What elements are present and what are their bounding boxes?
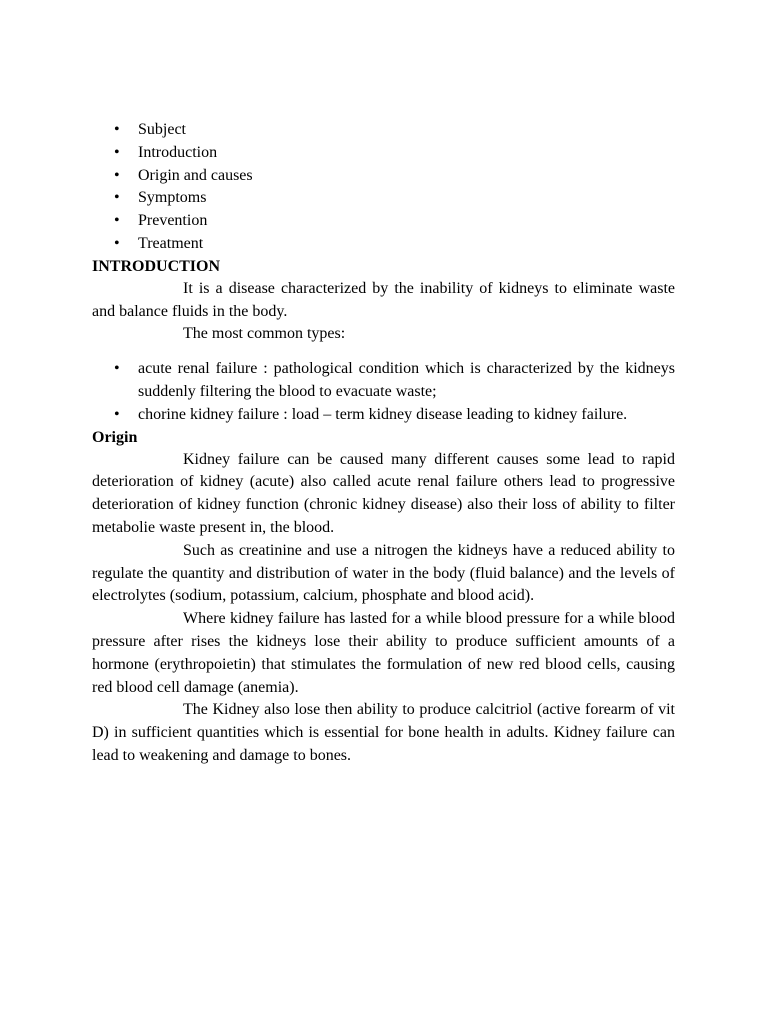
bullet-icon: • [114,166,120,184]
bullet-icon: • [114,143,120,161]
origin-paragraph: Such as creatinine and use a nitrogen the kidneys have a reduced ability to regulate the quantity and distribution of water in the body (fluid balance) and the levels of electrolytes (sodium, potassium, calcium, phosphate and blood acid). [92,541,675,605]
type-item-text: chorine kidney failure : load – term kidney disease leading to kidney failure. [138,405,628,423]
bullet-icon: • [114,405,120,423]
list-item [92,404,675,427]
outline-item-label: Symptoms [138,189,207,207]
bullet-icon: • [114,360,120,378]
origin-paragraph: Where kidney failure has lasted for a while blood pressure for a while blood pressure after rises the kidneys lose their ability to produce sufficient amounts of a hormone (erythropoietin) that stimulates the formulation of new red blood cells, causing red blood cell damage (anemia). [92,610,675,696]
introduction-heading: INTRODUCTION [92,257,221,275]
document-page [92,119,675,768]
list-item [92,358,675,404]
bullet-icon: • [114,189,120,207]
type-item-text: acute renal failure : pathological condition which is characterized by the kidneys suddenly filtering the blood to evacuate waste; [138,360,675,400]
list-item [92,187,675,210]
types-list [92,358,675,426]
outline-item-label: Treatment [138,234,204,252]
types-intro-paragraph: The most common types: [183,325,346,343]
bullet-icon: • [114,212,120,230]
list-item [92,142,675,165]
list-item [92,165,675,188]
list-item [92,233,675,256]
bullet-icon: • [114,234,120,252]
bullet-icon: • [114,121,120,138]
origin-paragraph: Kidney failure can be caused many different causes some lead to rapid deterioration of kidney (acute) also called acute renal failure others lead to progressive deterioration of kidney function (chronic kidney disease) also their loss of ability to filter metabolie waste present in, the blood. [92,450,675,536]
outline-item-label: Introduction [138,143,218,161]
introduction-paragraph: It is a disease characterized by the inability of kidneys to eliminate waste and balance fluids in the body. [92,279,675,320]
origin-paragraph: The Kidney also lose then ability to produce calcitriol (active forearm of vit D) in sufficient quantities which is essential for bone health in adults. Kidney failure can lead to weakening and damage to bones. [92,701,675,764]
outline-item-label: Origin and causes [138,166,253,184]
outline-list [92,119,675,256]
list-item [92,210,675,233]
origin-heading: Origin [92,428,138,446]
outline-item-label: Subject [138,121,186,138]
list-item [92,119,675,142]
outline-item-label: Prevention [138,212,208,230]
